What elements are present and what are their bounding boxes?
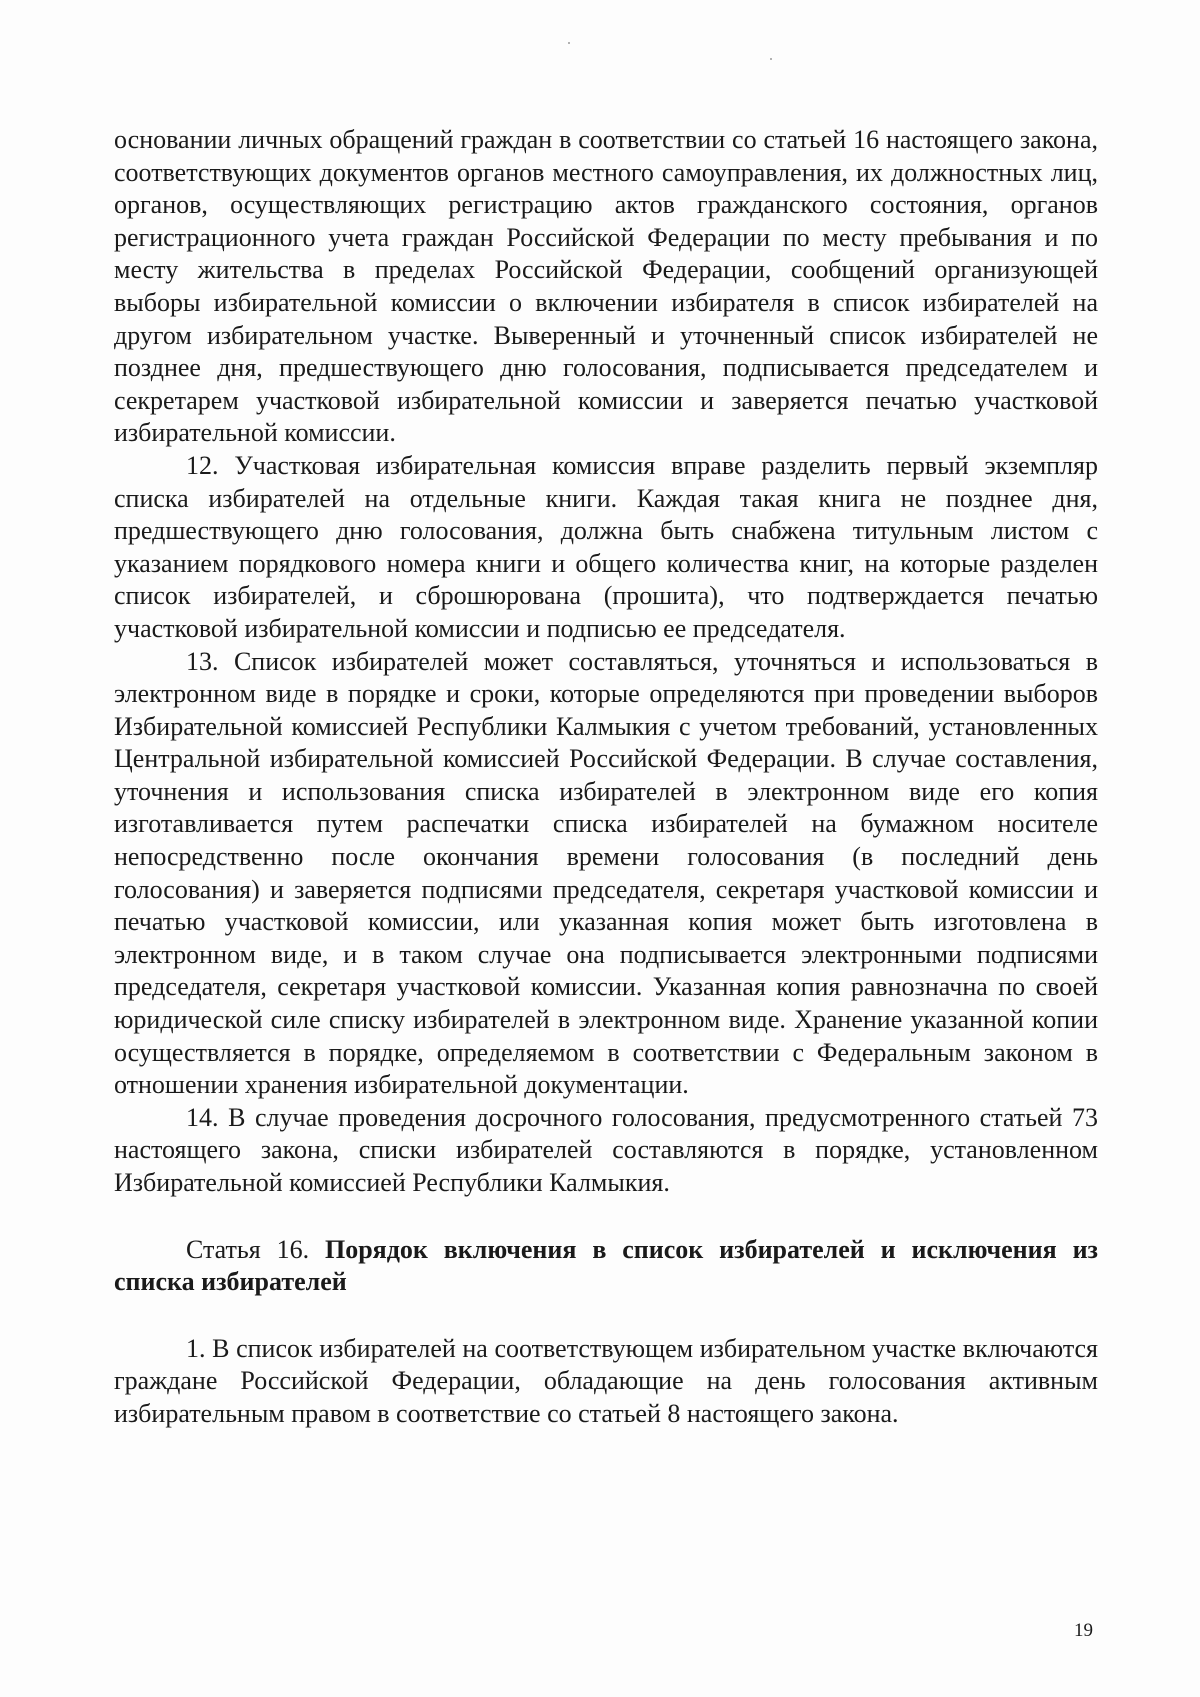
paragraph-item-12: 12. Участковая избирательная комиссия вправе разделить первый экземпляр списка избирателей на отдельные книги. Каждая такая книга не позднее дня, предшествующего дню голосования, должна быть снабжена титульным листом с указанием порядкового номера книги и общего количества книг, на которые разделен список избирателей, и сброшюрована (прошита), что подтверждается печатью участковой избирательной комиссии и подписью ее председателя. xyxy=(114,450,1098,643)
paragraph-continuation: основании личных обращений граждан в соответствии со статьей 16 настоящего закона, соответствующих документов органов местного самоуправления, их должностных лиц, органов, осуществляющих регистрацию актов гражданского состояния, органов регистрационного учета граждан Российской Федерации по месту пребывания и по месту жительства в пределах Российской Федерации, сообщений организующей выборы избирательной комиссии о включении избирателя в список избирателей на другом избирательном участке. Выверенный и уточненный список избирателей не позднее дня, предшествующего дню голосования, подписывается председателем и секретарем участковой избирательной комиссии и заверяется печатью участковой избирательной комиссии. xyxy=(114,125,1098,448)
paragraph-item-13: 13. Список избирателей может составляться, уточняться и использоваться в электронном виде в порядке и сроки, которые определяются при проведении выборов Избирательной комиссией Республики Калмыкия с учетом требований, установленных Центральной избирательной комиссией Российской Федерации. В случае составления, уточнения и использования списка избирателей в электронном виде его копия изготавливается путем распечатки списка избирателей на бумажном носителе непосредственно после окончания времени голосования (в последний день голосования) и заверяется подписями председателя, секретаря участковой комиссии и печатью участковой комиссии, или указанная копия может быть изготовлена в электронном виде, и в таком случае она подписывается электронными подписями председателя, секретаря участковой комиссии. Указанная копия равнозначна по своей юридической силе списку избирателей в электронном виде. Хранение указанной копии осуществляется в порядке, определяемом в соответствии с Федеральным законом в отношении хранения избирательной документации. xyxy=(114,646,1098,1100)
article-number: Статья 16. xyxy=(186,1234,325,1264)
paragraph-article-item-1: 1. В список избирателей на соответствующем избирательном участке включаются граждане Российской Федерации, обладающие на день голосования активным избирательным правом в соответствие со статьей 8 настоящего закона. xyxy=(114,1333,1098,1428)
page-number: 19 xyxy=(1074,1620,1093,1641)
paragraph-item-14: 14. В случае проведения досрочного голосования, предусмотренного статьей 73 настоящего закона, списки избирателей составляются в порядке, установленном Избирательной комиссией Республики Калмыкия. xyxy=(114,1102,1098,1197)
article-title: Порядок включения в список избирателей и исключения из списка избирателей xyxy=(114,1234,1098,1297)
scan-speck xyxy=(770,58,772,60)
document-body xyxy=(114,124,1098,1431)
scan-speck xyxy=(568,42,570,44)
article-heading xyxy=(114,1234,1098,1299)
